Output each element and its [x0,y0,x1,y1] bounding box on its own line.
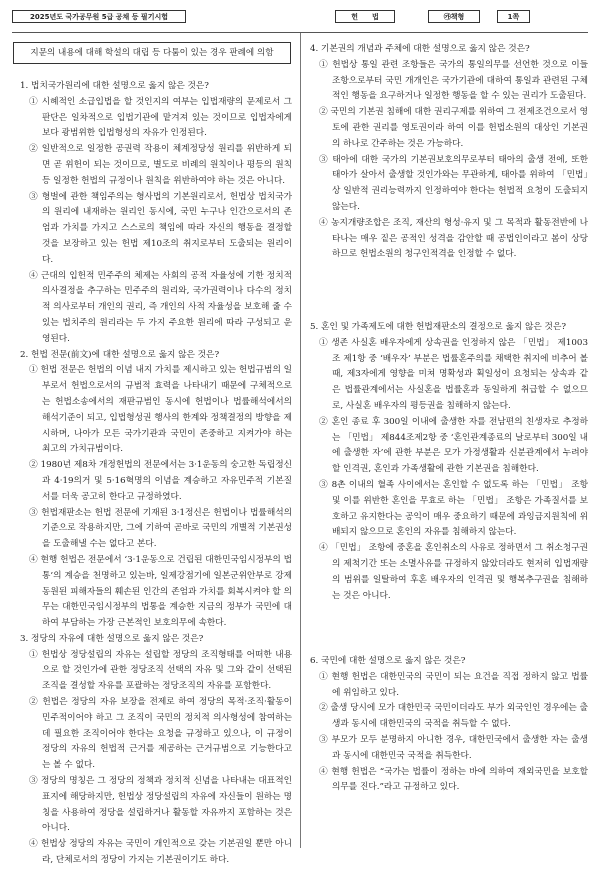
answer-option-1: ① 현행 헌법은 대한민국의 국민이 되는 요건을 직접 정하지 않고 법률에 위임하고 있다. [319,671,588,698]
answer-option-4: ④ 헌법상 정당의 자유는 국민이 개인적으로 갖는 기본권일 뿐만 아니라, 단체로서의 정당이 가지는 기본권이기도 하다. [29,839,292,866]
question-stem: 5. 혼인 및 가족제도에 대한 헌법재판소의 결정으로 옳지 않은 것은? [310,322,566,332]
question-stem: 1. 법치국가원리에 대한 설명으로 옳지 않은 것은? [20,81,209,91]
right-column [310,42,588,796]
exam-title-box [12,10,186,23]
left-column [13,42,292,869]
answer-option-2: ② 일반적으로 일정한 공권력 작용이 체계정당성 원리를 위반하게 되면 곧 위헌이 되는 것이므로, 별도로 비례의 원칙이나 평등의 원칙 등 일정한 헌법의 규정이나 원칙을 위반하여야 하는 것은 아니다. [29,144,292,186]
answer-option-4: ④ 현행 헌법은 “국가는 법률이 정하는 바에 의하여 재외국민을 보호할 의무를 진다.”라고 규정하고 있다. [319,766,588,793]
answer-option-4: ④ 근대의 입헌적 민주주의 체제는 사회의 공적 자율성에 기한 정치적 의사결정을 추구하는 민주주의 원리와, 국가권력이나 다수의 정치적 의사로부터 개인의 권리, 즉 개인의 사적 자율성을 보호해 줄 수 있는 법치주의 원리라는 두 가지 주요한 원리에 따라 구성되고 운영된다. [29,270,292,344]
answer-option-3: ③ 8촌 이내의 혈족 사이에서는 혼인할 수 없도록 하는 「민법」 조항 및 이를 위반한 혼인을 무효로 하는 「민법」 조항은 가족질서를 보호하고 유지한다는 공익이 매우 중요하기 때문에 과잉금지원칙에 위배되지 않으므로 혼인의 자유를 침해하지 않는다. [319,479,588,538]
answer-option-4: ④ 농지개량조합은 조직, 재산의 형성·유지 및 그 목적과 활동전반에 나타나는 매우 짙은 공적인 성격을 감안할 때 공법인이라고 봄이 상당하므로 헌법소원의 청구인적격을 인정할 수 없다. [319,217,588,260]
column-divider [300,33,301,848]
booklet-type: ㉮책형 [443,12,465,21]
exam-title: 2025년도 국가공무원 5급 공채 등 필기시험 [30,12,168,21]
answer-option-3: ③ 태아에 대한 국가의 기본권보호의무로부터 태아의 출생 전에, 또한 태아가 살아서 출생할 것인가와는 무관하게, 태아를 위하여 「민법」상 일반적 권리능력까지 인정하여야 한다는 헌법적 요청이 도출되지 않는다. [319,154,588,212]
answer-option-2: ② 헌법은 정당의 자유 보장을 전제로 하여 정당의 목적·조직·활동이 민주적이어야 하고 그 조직이 국민의 정치적 의사형성에 참여하는데 필요한 조직이어야 한다는 요청을 규정하고 있으나, 이 규정이 정당의 자유의 헌법적 근거를 제공하는 근거규범으로 기능한다고는 볼 수 없다. [29,697,292,771]
question-4 [310,42,588,320]
answer-option-2: ② 국민의 기본권 침해에 대한 권리구제를 위하여 그 전제조건으로서 영토에 관한 권리를 영토권이라 하여 이를 헌법소원의 대상인 기본권의 하나로 간주하는 것은 가능하다. [319,107,588,149]
question-stem: 4. 기본권의 개념과 주체에 대한 설명으로 옳지 않은 것은? [310,44,530,54]
page-number-box [497,10,530,23]
question-2 [20,348,292,632]
answer-option-2: ② 1980년 제8차 개정헌법의 전문에서는 3·1운동의 숭고한 독립정신과 4·19의거 및 5·16혁명의 이념을 계승하고 자유민주적 기본질서를 더욱 공고히 한다고 규정하였다. [29,460,292,502]
answer-option-3: ③ 정당의 명칭은 그 정당의 정책과 정치적 신념을 나타내는 대표적인 표지에 해당하지만, 헌법상 정당설립의 자유에 자신들이 원하는 명칭을 사용하여 정당을 설립하거나 활동할 자유까지 포함하는 것은 아니다. [29,776,292,834]
question-3 [20,632,292,869]
notice-box [13,42,291,64]
answer-option-4: ④ 「민법」 조항에 중혼을 혼인취소의 사유로 정하면서 그 취소청구권의 제척기간 또는 소멸사유를 규정하지 않았더라도 현저히 입법재량의 범위를 일탈하여 후혼 배우자의 인격권 및 행복추구권을 침해하는 것은 아니다. [319,543,588,601]
notice-text: 지문의 내용에 대해 학설의 대립 등 다툼이 있는 경우 판례에 의함 [30,48,274,58]
question-stem: 3. 정당의 자유에 대한 설명으로 옳지 않은 것은? [20,633,204,644]
question-stem: 6. 국민에 대한 설명으로 옳지 않은 것은? [310,656,466,666]
answer-option-1: ① 헌법상 정당설립의 자유는 설립할 정당의 조직형태를 어떠한 내용으로 할 것인가에 관한 정당조직 선택의 자유 및 그와 같이 선택된 조직을 결성할 자유를 포괄하는 정당조직의 자유를 포함한다. [29,649,292,692]
answer-option-1: ① 생존 사실혼 배우자에게 상속권을 인정하지 않은 「민법」 제1003조 제1항 중 ‘배우자’ 부분은 법률혼주의를 채택한 취지에 비추어 볼 때, 제3자에게 영향을 미쳐 명확성과 획일성이 요청되는 상속과 같은 법률관계에서는 사실혼을 법률혼과 동일하게 취급할 수 없으므로, 사실혼 배우자의 평등권을 침해하지 않는다. [319,337,588,411]
page-number: 1쪽 [507,12,520,21]
answer-option-1: ① 헌법상 통일 관련 조항들은 국가의 통일의무를 선언한 것으로 이들 조항으로부터 국민 개개인은 국가기관에 대하여 통일과 관련된 구체적인 행동을 요구하거나 일정한 행동을 할 수 있는 권리가 도출된다. [319,59,588,102]
question-stem: 2. 헌법 전문(前文)에 대한 설명으로 옳지 않은 것은? [20,349,220,360]
answer-option-3: ③ 형벌에 관한 책임주의는 형사법의 기본원리로서, 헌법상 법치국가의 원리에 내재하는 원리인 동시에, 국민 누구나 인간으로서의 존엄과 가치를 가지고 스스로의 책임에 따라 자신의 행동을 결정할 것을 보장하고 있는 헌법 제10조의 취지로부터 도출되는 원리이다. [29,191,292,265]
answer-option-1: ① 시혜적인 소급입법을 할 것인지의 여부는 입법재량의 문제로서 그 판단은 일차적으로 입법기관에 맡겨져 있는 것이므로 입법자에게 보다 광범위한 입법형성의 자유가 인정된다. [29,96,292,139]
answer-option-3: ③ 부모가 모두 분명하지 아니한 경우, 대한민국에서 출생한 자는 출생과 동시에 대한민국 국적을 취득한다. [319,734,588,761]
answer-option-2: ② 혼인 종료 후 300일 이내에 출생한 자를 전남편의 친생자로 추정하는 「민법」 제844조제2항 중 ‘혼인관계종료의 날로부터 300일 내에 출생한 자’에 관한 부분은 모가 가정생활과 신분관계에서 누려야 할 인격권, 혼인과 가족생활에 관한 기본권을 침해한다. [319,416,588,475]
subject: 헌 법 [351,12,379,21]
answer-option-4: ④ 현행 헌법은 전문에서 ‘3·1운동으로 건립된 대한민국임시정부의 법통’의 계승을 천명하고 있는바, 일제강점기에 일본군위안부로 강제 동원된 피해자들의 훼손된 인간의 존엄과 가치를 회복시켜야 할 의무는 대한민국임시정부의 법통을 계승한 지금의 정부가 국민에 대하여 부담하는 가장 근본적인 보호의무에 속한다. [29,554,292,629]
answer-option-2: ② 출생 당시에 모가 대한민국 국민이더라도 부가 외국인인 경우에는 출생과 동시에 대한민국의 국적을 취득할 수 없다. [319,703,588,730]
question-5 [310,320,588,654]
answer-option-1: ① 헌법 전문은 헌법의 이념 내지 가치를 제시하고 있는 헌법규범의 일부로서 헌법으로서의 규범적 효력을 나타내기 때문에 구체적으로는 헌법소송에서의 재판규범인 동시에 헌법이나 법률해석에서의 해석기준이 되고, 입법형성권 행사의 한계와 정책결정의 방향을 제시하며, 나아가 모든 국가기관과 국민이 존중하고 지켜가야 하는 최고의 가치규범이다. [29,365,292,455]
answer-option-3: ③ 헌법재판소는 헌법 전문에 기재된 3·1정신은 헌법이나 법률해석의 기준으로 작용하지만, 그에 기하여 곧바로 국민의 개별적 기본권성을 도출해낼 수는 없다고 본다. [29,507,292,550]
booklet-type-box [428,10,480,23]
subject-box [335,10,395,23]
question-6 [310,654,588,796]
question-1 [20,79,292,348]
